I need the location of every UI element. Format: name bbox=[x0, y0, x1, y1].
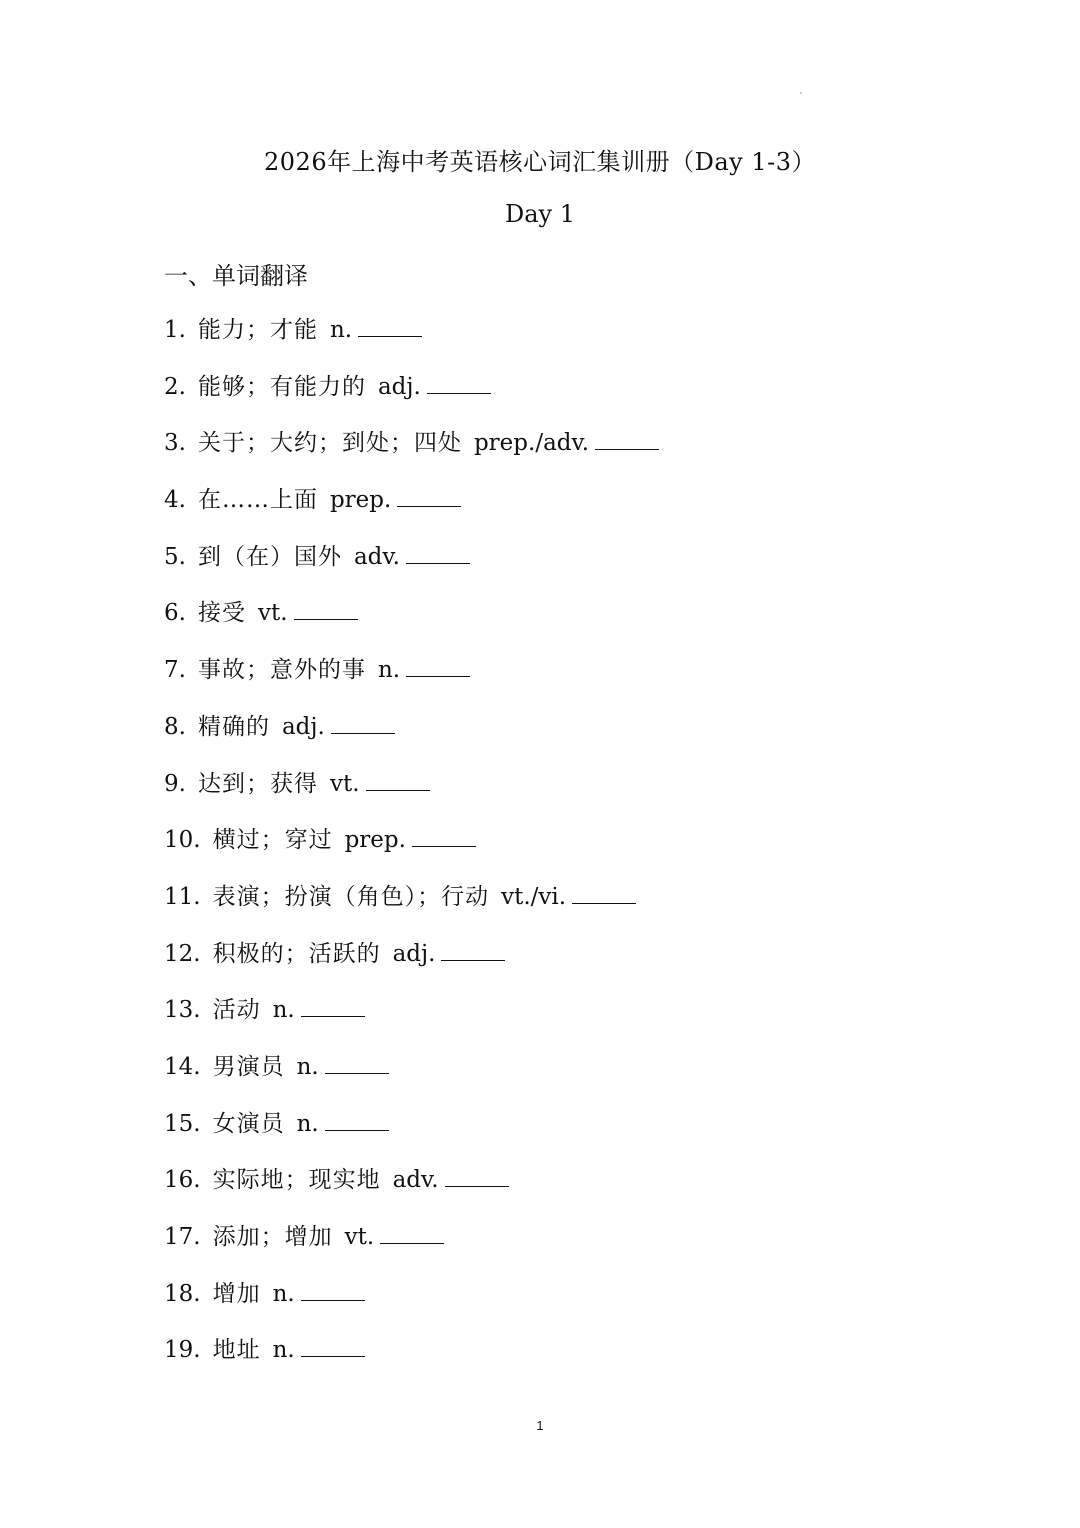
item-number: 8. bbox=[164, 713, 186, 740]
list-item bbox=[164, 596, 659, 653]
item-chinese-meaning: 到（在）国外 bbox=[197, 543, 342, 570]
item-number: 14. bbox=[164, 1053, 201, 1080]
item-part-of-speech: adv. bbox=[392, 1167, 439, 1194]
list-item bbox=[164, 823, 659, 880]
item-part-of-speech: adv. bbox=[353, 543, 400, 570]
item-chinese-meaning: 积极的；活跃的 bbox=[212, 940, 381, 967]
item-number: 18. bbox=[164, 1280, 201, 1307]
item-part-of-speech: prep. bbox=[344, 827, 406, 854]
item-chinese-meaning: 活动 bbox=[212, 997, 261, 1024]
item-number: 13. bbox=[164, 997, 201, 1024]
item-part-of-speech: vt. bbox=[329, 770, 360, 797]
item-number: 4. bbox=[164, 487, 186, 514]
item-number: 17. bbox=[164, 1224, 201, 1250]
item-part-of-speech: n. bbox=[272, 1280, 295, 1307]
item-part-of-speech: adj. bbox=[281, 713, 325, 740]
item-part-of-speech: n. bbox=[272, 997, 295, 1024]
list-item bbox=[164, 313, 659, 370]
list-item bbox=[164, 710, 659, 767]
item-number: 15. bbox=[164, 1110, 201, 1137]
item-part-of-speech: n. bbox=[272, 1337, 295, 1364]
answer-blank[interactable] bbox=[325, 1051, 389, 1074]
answer-blank[interactable] bbox=[358, 314, 422, 337]
item-chinese-meaning: 地址 bbox=[212, 1337, 261, 1364]
answer-blank[interactable] bbox=[366, 768, 430, 791]
list-item bbox=[164, 370, 659, 427]
day-heading: Day 1 bbox=[504, 200, 575, 228]
item-number: 16. bbox=[164, 1167, 201, 1194]
item-chinese-meaning: 女演员 bbox=[212, 1110, 285, 1137]
item-chinese-meaning: 精确的 bbox=[197, 713, 270, 740]
item-part-of-speech: prep./adv. bbox=[473, 430, 590, 457]
item-chinese-meaning: 增加 bbox=[212, 1280, 261, 1307]
item-chinese-meaning: 能够；有能力的 bbox=[197, 373, 366, 400]
item-chinese-meaning: 接受 bbox=[197, 600, 246, 627]
item-chinese-meaning: 实际地；现实地 bbox=[212, 1167, 381, 1194]
list-item bbox=[164, 1333, 659, 1390]
item-chinese-meaning: 在……上面 bbox=[197, 487, 318, 514]
list-item bbox=[164, 540, 659, 597]
page-number: 1 bbox=[536, 1418, 544, 1433]
answer-blank[interactable] bbox=[572, 881, 636, 904]
item-number: 19. bbox=[164, 1337, 201, 1364]
item-chinese-meaning: 添加；增加 bbox=[212, 1224, 333, 1250]
section-heading: 一、单词翻译 bbox=[164, 262, 308, 290]
list-item bbox=[164, 937, 659, 994]
answer-blank[interactable] bbox=[441, 938, 505, 961]
item-chinese-meaning: 男演员 bbox=[212, 1053, 285, 1080]
item-number: 1. bbox=[164, 317, 186, 343]
item-part-of-speech: vt./vi. bbox=[501, 883, 567, 910]
answer-blank[interactable] bbox=[445, 1164, 509, 1187]
answer-blank[interactable] bbox=[406, 654, 470, 677]
item-part-of-speech: n. bbox=[377, 657, 401, 684]
answer-blank[interactable] bbox=[412, 824, 476, 847]
document-title: 2026年上海中考英语核心词汇集训册（Day 1-3） bbox=[264, 148, 816, 176]
list-item bbox=[164, 1107, 659, 1164]
answer-blank[interactable] bbox=[380, 1221, 444, 1244]
item-number: 5. bbox=[164, 543, 186, 570]
list-item bbox=[164, 1277, 659, 1334]
item-chinese-meaning: 关于；大约；到处；四处 bbox=[197, 430, 462, 457]
list-item bbox=[164, 653, 659, 710]
item-part-of-speech: adj. bbox=[392, 940, 436, 967]
answer-blank[interactable] bbox=[301, 1278, 365, 1301]
list-item bbox=[164, 993, 659, 1050]
vocabulary-list bbox=[164, 313, 659, 1390]
answer-blank[interactable] bbox=[595, 427, 659, 450]
item-number: 2. bbox=[164, 373, 186, 400]
item-part-of-speech: vt. bbox=[257, 600, 288, 627]
item-chinese-meaning: 达到；获得 bbox=[197, 770, 318, 797]
list-item bbox=[164, 1163, 659, 1220]
item-part-of-speech: prep. bbox=[329, 487, 392, 514]
list-item bbox=[164, 767, 659, 824]
item-part-of-speech: adj. bbox=[377, 373, 421, 400]
item-chinese-meaning: 能力；才能 bbox=[197, 317, 318, 343]
item-number: 12. bbox=[164, 940, 201, 967]
item-part-of-speech: n. bbox=[329, 317, 353, 343]
item-number: 6. bbox=[164, 600, 186, 627]
answer-blank[interactable] bbox=[325, 1108, 389, 1131]
item-number: 11. bbox=[164, 883, 201, 910]
item-number: 3. bbox=[164, 430, 186, 457]
list-item bbox=[164, 880, 659, 937]
item-chinese-meaning: 事故；意外的事 bbox=[197, 657, 366, 684]
list-item bbox=[164, 426, 659, 483]
item-chinese-meaning: 表演；扮演（角色）；行动 bbox=[212, 883, 490, 910]
answer-blank[interactable] bbox=[427, 371, 491, 394]
answer-blank[interactable] bbox=[397, 484, 461, 507]
item-part-of-speech: vt. bbox=[344, 1224, 375, 1250]
item-part-of-speech: n. bbox=[296, 1110, 319, 1137]
list-item bbox=[164, 1050, 659, 1107]
answer-blank[interactable] bbox=[301, 994, 365, 1017]
item-number: 9. bbox=[164, 770, 186, 797]
item-number: 10. bbox=[164, 827, 201, 854]
answer-blank[interactable] bbox=[331, 711, 395, 734]
answer-blank[interactable] bbox=[294, 597, 358, 620]
list-item bbox=[164, 483, 659, 540]
answer-blank[interactable] bbox=[301, 1334, 365, 1357]
answer-blank[interactable] bbox=[406, 541, 470, 564]
list-item bbox=[164, 1220, 659, 1277]
item-number: 7. bbox=[164, 657, 186, 684]
scan-dot bbox=[800, 92, 802, 94]
item-chinese-meaning: 横过；穿过 bbox=[212, 827, 333, 854]
item-part-of-speech: n. bbox=[296, 1053, 319, 1080]
